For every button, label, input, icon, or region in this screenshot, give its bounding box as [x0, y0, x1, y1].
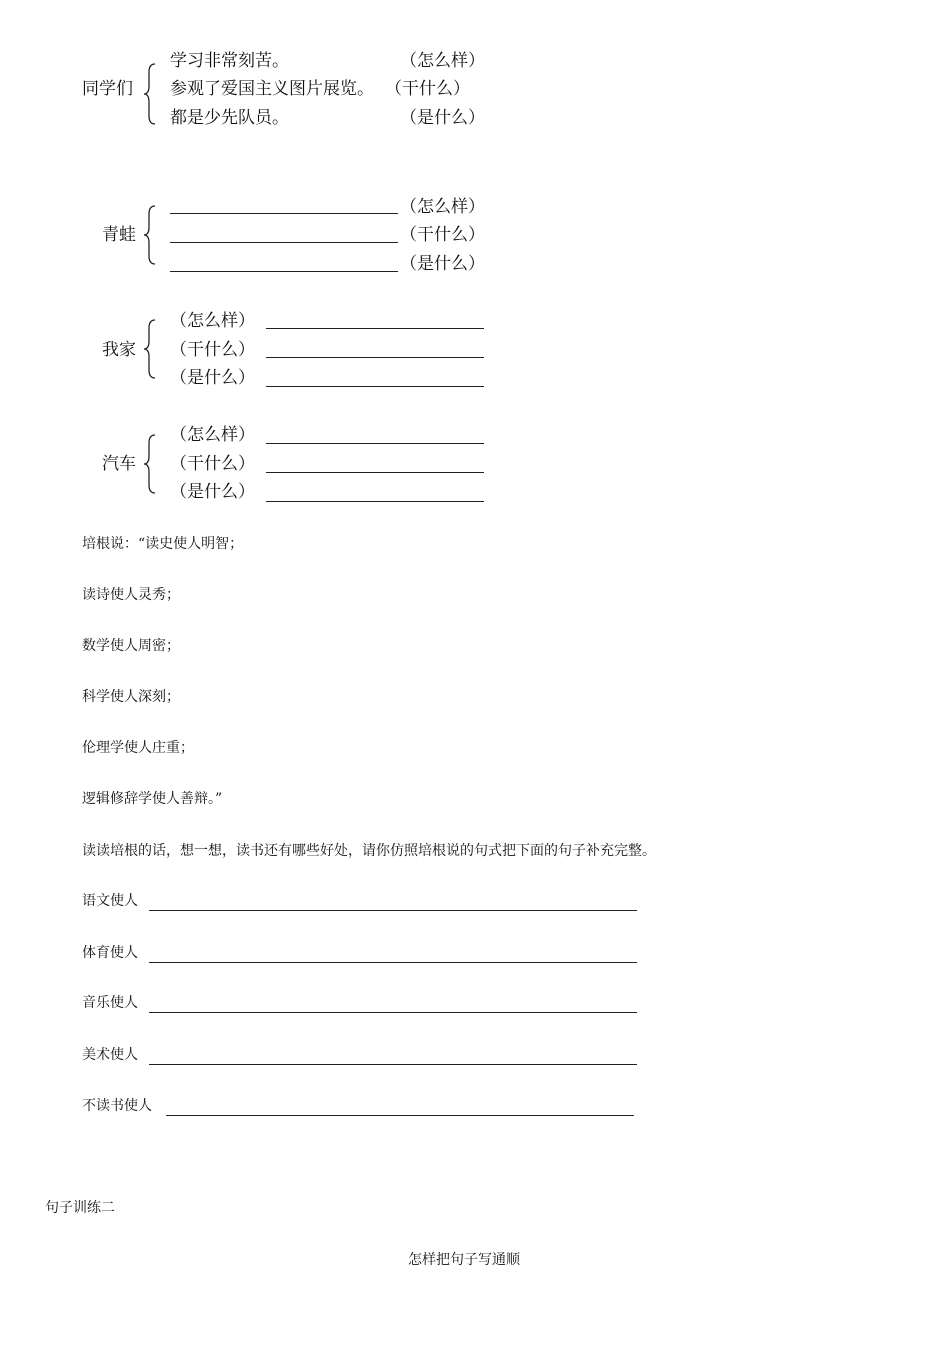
group1-line2-text: 参观了爱国主义图片展览。: [170, 79, 374, 99]
group3-subject: 我家: [102, 340, 136, 360]
bacon-line-5: 伦理学使人庄重；: [82, 740, 194, 756]
answer-line-music[interactable]: [149, 1012, 637, 1013]
group2-answer-line-1[interactable]: [170, 213, 398, 214]
answer-line-chinese[interactable]: [149, 910, 637, 911]
answer-line-art[interactable]: [149, 1064, 637, 1065]
group4-brace: [143, 433, 159, 495]
group4-tag-1: （怎么样）: [170, 425, 255, 445]
group2-tag-1: （怎么样）: [400, 197, 485, 217]
prompt-music: 音乐使人: [82, 995, 138, 1011]
group4-subject: 汽车: [102, 454, 136, 474]
answer-line-pe[interactable]: [149, 962, 637, 963]
group3-tag-1: （怎么样）: [170, 311, 255, 331]
bacon-line-1: 培根说：“读史使人明智；: [82, 536, 244, 552]
group2-tag-3: （是什么）: [400, 254, 485, 274]
group3-answer-line-3[interactable]: [266, 386, 484, 387]
group4-tag-2: （干什么）: [170, 454, 255, 474]
bacon-line-6: 逻辑修辞学使人善辩。”: [82, 791, 223, 807]
section-title: 句子训练二: [45, 1200, 115, 1216]
group4-answer-line-3[interactable]: [266, 501, 484, 502]
group3-answer-line-2[interactable]: [266, 357, 484, 358]
group1-line1-text: 学习非常刻苦。: [170, 51, 289, 71]
prompt-no-reading: 不读书使人: [82, 1098, 152, 1114]
answer-line-no-reading[interactable]: [166, 1115, 634, 1116]
group3-tag-2: （干什么）: [170, 340, 255, 360]
group1-subject: 同学们: [82, 79, 133, 99]
prompt-pe: 体育使人: [82, 945, 138, 961]
instruction: 读读培根的话，想一想，读书还有哪些好处，请你仿照培根说的句式把下面的句子补充完整。: [82, 843, 656, 859]
group1-line3-tag: （是什么）: [400, 108, 485, 128]
group4-tag-3: （是什么）: [170, 482, 255, 502]
group2-answer-line-3[interactable]: [170, 271, 398, 272]
prompt-chinese: 语文使人: [82, 893, 138, 909]
group2-brace: [143, 204, 159, 266]
group4-answer-line-2[interactable]: [266, 472, 484, 473]
subtitle: 怎样把句子写通顺: [408, 1252, 520, 1268]
prompt-art: 美术使人: [82, 1047, 138, 1063]
group4-answer-line-1[interactable]: [266, 443, 484, 444]
group1-line2-tag: （干什么）: [385, 79, 470, 99]
group2-answer-line-2[interactable]: [170, 242, 398, 243]
group3-answer-line-1[interactable]: [266, 328, 484, 329]
group1-line3-text: 都是少先队员。: [170, 108, 289, 128]
bacon-line-4: 科学使人深刻；: [82, 689, 180, 705]
group3-brace: [143, 318, 159, 380]
group2-tag-2: （干什么）: [400, 225, 485, 245]
group1-line1-tag: （怎么样）: [400, 51, 485, 71]
group3-tag-3: （是什么）: [170, 368, 255, 388]
group2-subject: 青蛙: [102, 225, 136, 245]
bacon-line-2: 读诗使人灵秀；: [82, 587, 180, 603]
group1-brace: [143, 62, 159, 126]
bacon-line-3: 数学使人周密；: [82, 638, 180, 654]
